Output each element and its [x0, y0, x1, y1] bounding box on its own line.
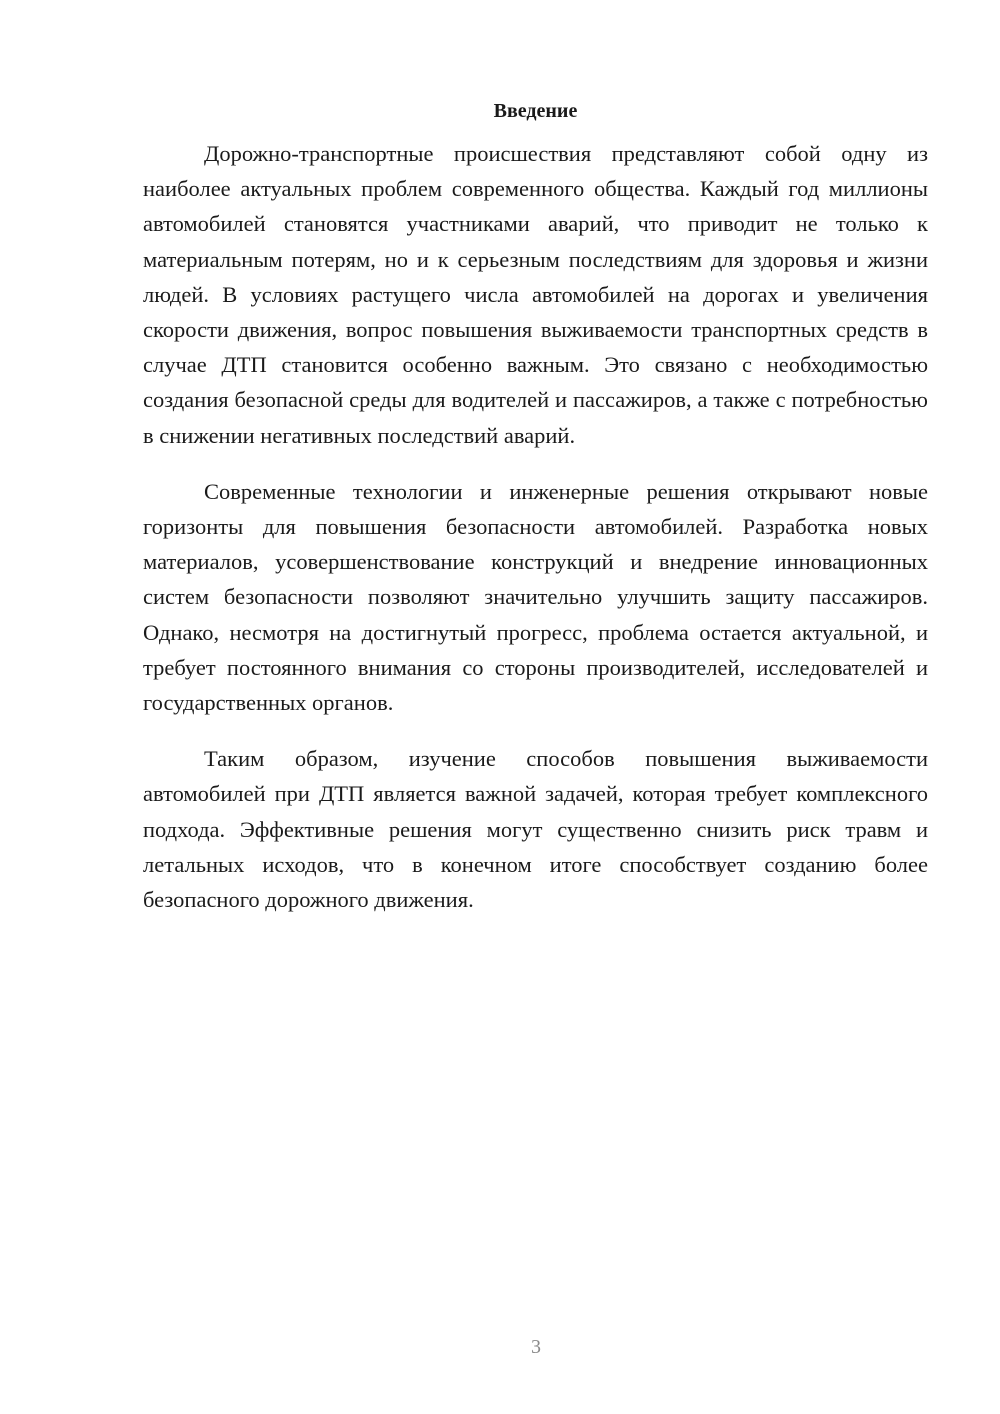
paragraph-1: Дорожно-транспортные происшествия представляют собой одну из наиболее актуальных проблем современного общества. Каждый год миллионы автомобилей становятся участниками аварий, что приводит не только к материальным потерям, но и к серьезным последствиям для здоровья и жизни людей. В условиях растущего числа автомобилей на дорогах и увеличения скорости движения, вопрос повышения выживаемости транспортных средств в случае ДТП становится особенно важным. Это связано с необходимостью создания безопасной среды для водителей и пассажиров, а также с потребностью в снижении негативных последствий аварий.: [143, 141, 928, 448]
paragraph-2: Современные технологии и инженерные решения открывают новые горизонты для повышения безопасности автомобилей. Разработка новых материалов, усовершенствование конструкций и внедрение инновационных систем безопасности позволяют значительно улучшить защиту пассажиров. Однако, несмотря на достигнутый прогресс, проблема остается актуальной, и требует постоянного внимания со стороны производителей, исследователей и государственных органов.: [143, 478, 928, 716]
section-heading: Введение: [493, 100, 578, 122]
page-content: [143, 96, 928, 938]
page-number: 3: [531, 1336, 541, 1358]
paragraph-3: Таким образом, изучение способов повышения выживаемости автомобилей при ДТП является важной задачей, которая требует комплексного подхода. Эффективные решения могут существенно снизить риск травм и летальных исходов, что в конечном итоге способствует созданию более безопасного дорожного движения.: [143, 746, 928, 913]
